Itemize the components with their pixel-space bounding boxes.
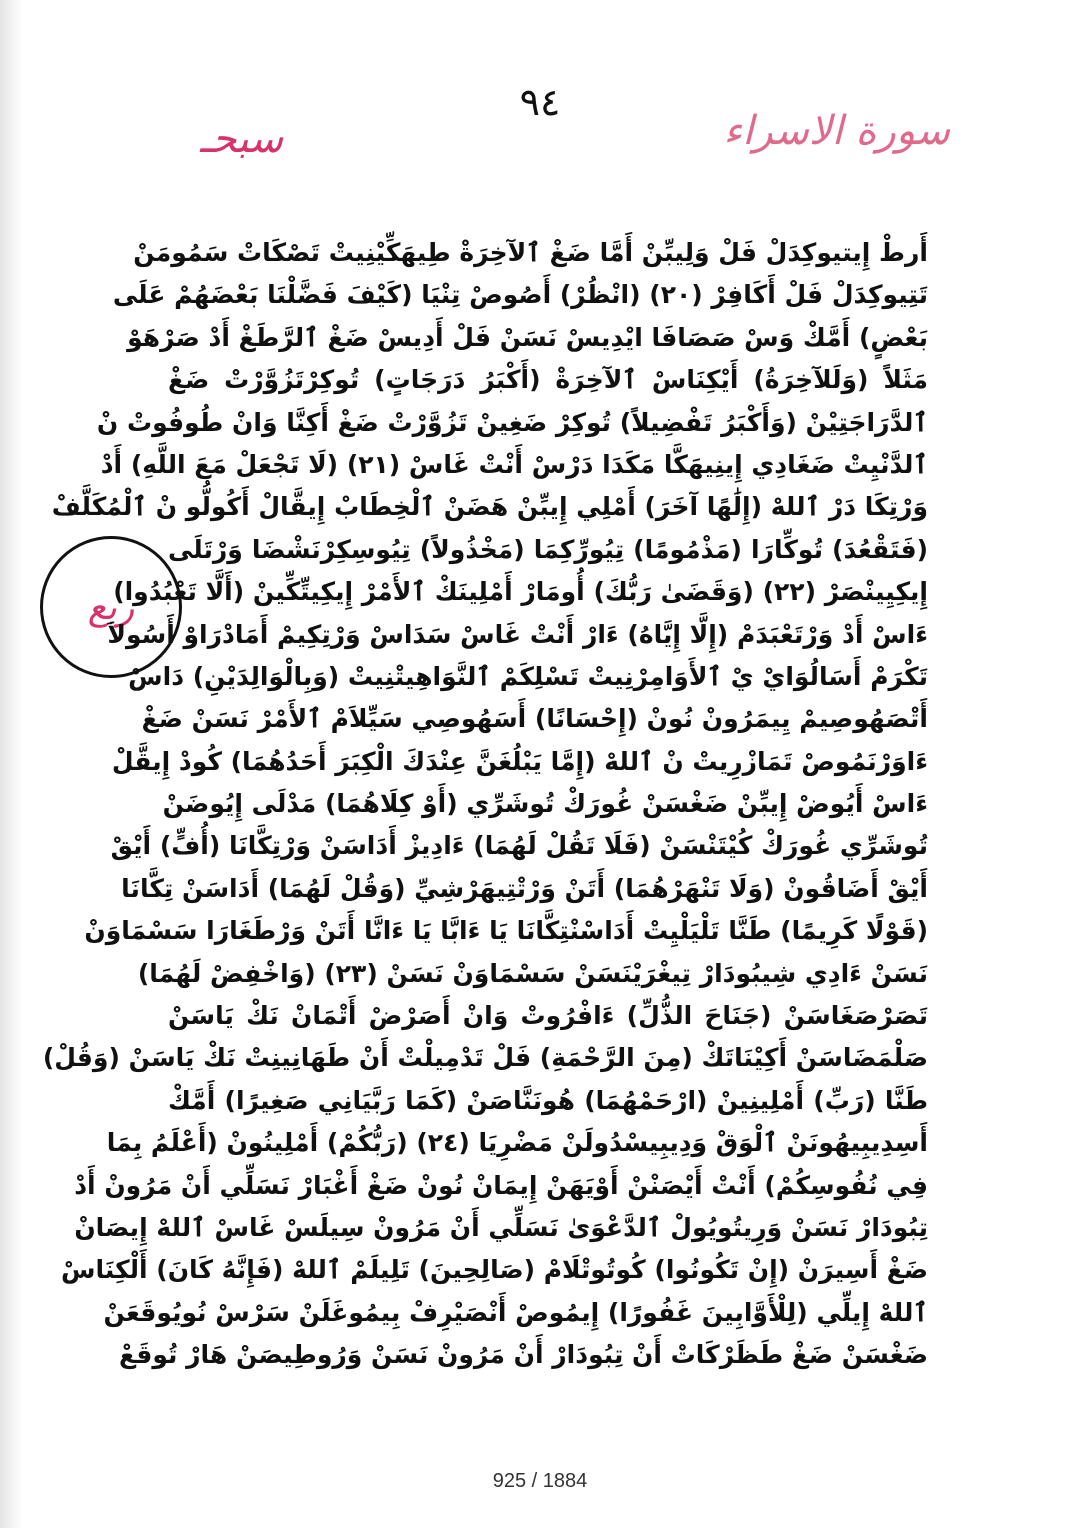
text-line: ءَاوَرْنَمُوصْ تَمَازْرِيتْ نْ ٱللهْ (إِمَّا يَبْلُغَنَّ عِنْدَكَ الْكِبَرَ أَحَدُهُمَا) كُودْ إِيقَّلْ <box>111 746 928 776</box>
text-line: فِي نُفُوسِكُمْ) أَنْتْ أَيْصَنْنْ أَوْيَهَنْ إِيمَانْ نُونْ ضَغْ أَغْبَارْ نَسَلِّي أَنْ مَرُونْ أَدْ <box>74 1170 928 1200</box>
text-line: تَصَرْصَغَاسَنْ (جَنَاحَ الذُّلِّ) ءَافْرُوتْ وَانْ أَصَرْضْ أَتْمَانْ نَكْ يَاسَنْ <box>168 1001 928 1031</box>
text-line: صَلْمَضَاسَنْ أَكِيْنَاتَكْ (مِنَ الرَّحْمَةِ) فَلْ تَدْمِيلْتْ أَنْ طَهَانِينِتْ نَكْ يَاسَنْ (وَقُلْ) <box>42 1043 928 1073</box>
text-line: نَسَنْ ءَادِي شِيبُودَارْ تِيغْرَيْنَسَنْ سَسْمَاوَنْ نَسَنْ (٢٣) (وَاخْفِضْ لَهُمَا) <box>137 958 928 988</box>
text-line: أَرطْ إِيتيوكِدَلْ فَلْ وَلِيبِّنْ أَمَّا ضَغْ ٱلآخِرَةْ طِيهَكِّيْنِيتْ تَصْكَاتْ سَمُومَنْ <box>133 238 928 267</box>
quarter-marker-label: ربع <box>87 586 135 628</box>
text-line: ٱلدَّرَاجَتِيْنْ (وَأَكْبَرُ تَفْضِيلاً) تُوكِرْ ضَغِينْ تَزُوَّرْتْ ضَغْ أَكِنَّا وَانْ طُوفُوتْ نْ <box>96 407 928 437</box>
text-line: بَعْضٍ) أَمَّكْ وَسْ صَصَافَا ايْدِيسْ نَسَنْ فَلْ أَدِيسْ ضَغْ ٱلرَّطَغْ أَدْ صَرْهَوْ <box>127 322 928 352</box>
text-line: إِيكِيِينْصَرْ (٢٢) (وَقَضَىٰ رَبُّكَ) أُومَارْ أَمْلِينَكْ ٱلأَمْرْ إِيكِيتِّكِّينْ (أَلَّا تَعْبُدُوا) <box>113 577 928 607</box>
text-line: وَرْتِكَا دَرْ ٱللهْ (إِلَٰهًا آخَرَ) أَمْلِي إِيبِّنْ هَضَنْ ٱلْخِطَابْ إِيقَّالْ أَكُولُّو نْ ٱلْمُكَلَّفْ <box>51 492 928 522</box>
text-line: ٱلدَّنْيِتْ ضَغَادِي إِينِيهَكَّا مَكَدَا دَرْسْ أَنْتْ غَاسْ (٢١) (لَا تَجْعَلْ مَعَ اللَّهِ) أَدْ <box>100 449 928 479</box>
page-counter: 925 / 1884 <box>492 1470 588 1492</box>
handwritten-hizb-note: سبحـ <box>200 116 284 162</box>
text-line: طَنَّا (رَبِّ) أَمْلِينِينْ (ارْحَمْهُمَا) هُونَنَّاصَنْ (كَمَا رَبَّيَانِي صَغِيرًا) أَمَّكْ <box>168 1085 928 1115</box>
text-line: أَتْصَهُوصِيمْ يِيمَرُونْ نُونْ (إِحْسَانًا) أَسَهُوصِي سَيِّلاَمْ ٱلأَمْرْ نَسَنْ ضَغْ <box>141 704 928 734</box>
text-line: أَسِدِيبِيهُونَنْ ٱلْوَقْ وَدِيبِيسْدُولَنْ مَضْرِيَا (٢٤) (رَبُّكُمْ) أَمْلِينُونْ (أَعْلَمُ بِمَا <box>106 1128 928 1158</box>
text-line: ءَاسْ أَيُوضْ إِيبِّنْ ضَغْسَنْ غُورَكْ تُوشَرِّي (أَوْ كِلَاهُمَا) مَدْلَى إِيُوضَنْ <box>162 789 928 819</box>
text-line: تِبُودَارْ نَسَنْ وَرِيتُويُولْ ٱلدَّعْوَىٰ نَسَلِّي أَنْ مَرُونْ سِيلَسْ غَاسْ ٱللهْ إِيصَانْ <box>74 1212 928 1242</box>
page-edge-shadow <box>0 0 22 1528</box>
text-line: تَتِيوكِدَلْ فَلْ أَكَافِرْ (٢٠) (انْظُرْ) أَصُوصْ تِنْيَا (كَيْفَ فَضَّلْنَا بَعْضَهُمْ عَلَى <box>112 280 928 310</box>
text-line: تُوشَرِّي غُورَكْ كُيْتَنْسَنْ (فَلَا تَقُلْ لَهُمَا) ءَادِيزْ أَدَاسَنْ وَرْتِكَّانَا (أُفٍّ) أَيْقْ <box>110 831 928 861</box>
text-line: (فَتَقْعُدَ) تُوكِّارَا (مَذْمُومًا) تِيُورِّكِمَا (مَخْذُولاً) تِيُوسِكِرْنَشْضَا وَرْتَلَى <box>168 534 928 564</box>
text-line: تَكْرَمْ أَسَالُوَايْ يْ ٱلأَوَامِرْنِيتْ تَسْلِكَمْ ٱلنَّوَاهِيتْنِيتْ (وَبِالْوَالِدَيْنِ) دَاسْ <box>128 661 928 691</box>
page-number: ٩٤ <box>519 80 561 124</box>
handwritten-surah-name: سورة الاسراء <box>723 108 950 154</box>
text-line: ءَاسْ أَدْ وَرْتَعْبَدَمْ (إِلَّا إِيَّاهُ) ءَارْ أَنْتْ غَاسْ سَدَاسْ وَرْتِكِيمْ أَمَادْرَاوْ أَسُولاَ <box>107 619 928 649</box>
text-line: ضَغْ أَسِيرَنْ (إِنْ تَكُونُوا) كُوتُوتْلَامْ (صَالِحِينَ) تَلِيلَمْ ٱللهْ (فَإِنَّهُ كَانَ) أَلْكِنَاسْ <box>61 1255 928 1285</box>
text-line: مَثَلاً (وَلَلآخِرَةُ) أَيْكِنَاسْ ٱلآخِرَةْ (أَكْبَرُ دَرَجَاتٍ) تُوكِرْتَزُوَّرْتْ ضَغْ <box>168 365 928 395</box>
text-line: أَيْقْ أَضَاقُونْ (وَلَا تَنْهَرْهُمَا) أَتَنْ وَرْتْتِيهَرْشِيِّ (وَقُلْ لَهُمَا) أَدَاسَنْ تِكَّانَا <box>121 873 928 903</box>
text-line: ضَغْسَنْ ضَغْ طَظَرْكَاتْ أَنْ تِبُودَارْ أَنْ مَرُونْ نَسَنْ وَرُوطِيصَنْ هَارْ تُوقَعْ <box>118 1340 928 1370</box>
text-line: ٱللهْ إِيلِّي (لِلْأَوَّابِينَ غَفُورًا) إِيمُوصْ أَنْصَيْرِفْ بِيمُوغَلَنْ سَرْسْ نُويُوقَعَنْ <box>103 1297 928 1327</box>
text-line: (قَوْلًا كَرِيمًا) طَنَّا تَلْيَلْيِتْ أَدَاسْنْتِكَّانَا يَا ءَابَّا يَا ءَانَّا أَتَنْ وَرْطَغَارَا سَسْمَاوَنْ <box>84 916 928 946</box>
